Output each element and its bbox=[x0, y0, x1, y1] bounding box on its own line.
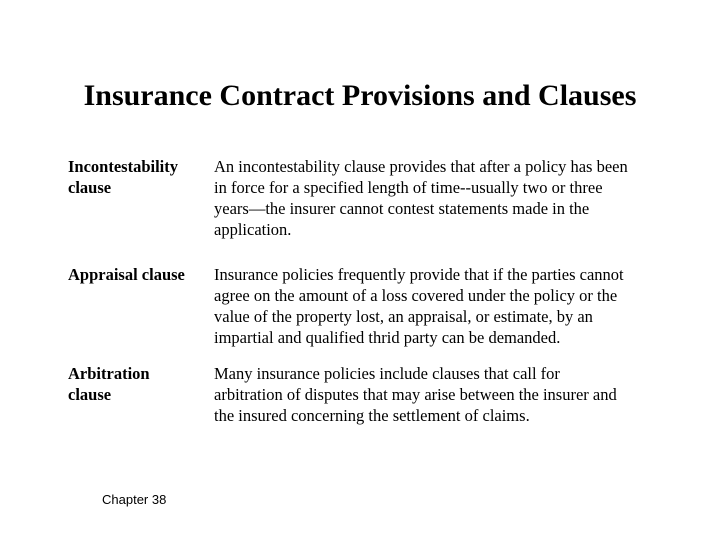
definition-line: in force for a specified length of time--usually two or three bbox=[214, 178, 603, 197]
clause-definition bbox=[214, 363, 668, 426]
clause-term bbox=[68, 264, 214, 285]
term-line: Arbitration bbox=[68, 364, 150, 383]
slide-title: Insurance Contract Provisions and Clauses bbox=[83, 79, 637, 112]
incontestability-clause-row bbox=[68, 156, 668, 240]
appraisal-clause-row bbox=[68, 264, 668, 348]
definition-line: Many insurance policies include clauses that call for bbox=[214, 364, 560, 383]
definition-line: application. bbox=[214, 220, 292, 239]
term-line: Incontestability bbox=[68, 157, 179, 176]
definition-line: years—the insurer cannot contest statements made in the bbox=[214, 199, 590, 218]
definition-line: arbitration of disputes that may arise between the insurer and bbox=[214, 385, 617, 404]
definition-line: agree on the amount of a loss covered under the policy or the bbox=[214, 286, 618, 305]
term-line: clause bbox=[68, 178, 112, 197]
definition-line: impartial and qualified thrid party can be demanded. bbox=[214, 328, 561, 347]
term-line: clause bbox=[68, 385, 112, 404]
clause-term bbox=[68, 363, 214, 405]
clause-definition bbox=[214, 156, 668, 240]
definition-line: Insurance policies frequently provide that if the parties cannot bbox=[214, 265, 624, 284]
definition-line: An incontestability clause provides that after a policy has been bbox=[214, 157, 628, 176]
definition-line: the insured concerning the settlement of claims. bbox=[214, 406, 530, 425]
clause-definition bbox=[214, 264, 668, 348]
definition-line: value of the property lost, an appraisal, or estimate, by an bbox=[214, 307, 593, 326]
chapter-footer: Chapter 38 bbox=[102, 492, 167, 507]
term-line: Appraisal clause bbox=[68, 265, 185, 284]
arbitration-clause-row bbox=[68, 363, 668, 426]
clause-term bbox=[68, 156, 214, 198]
